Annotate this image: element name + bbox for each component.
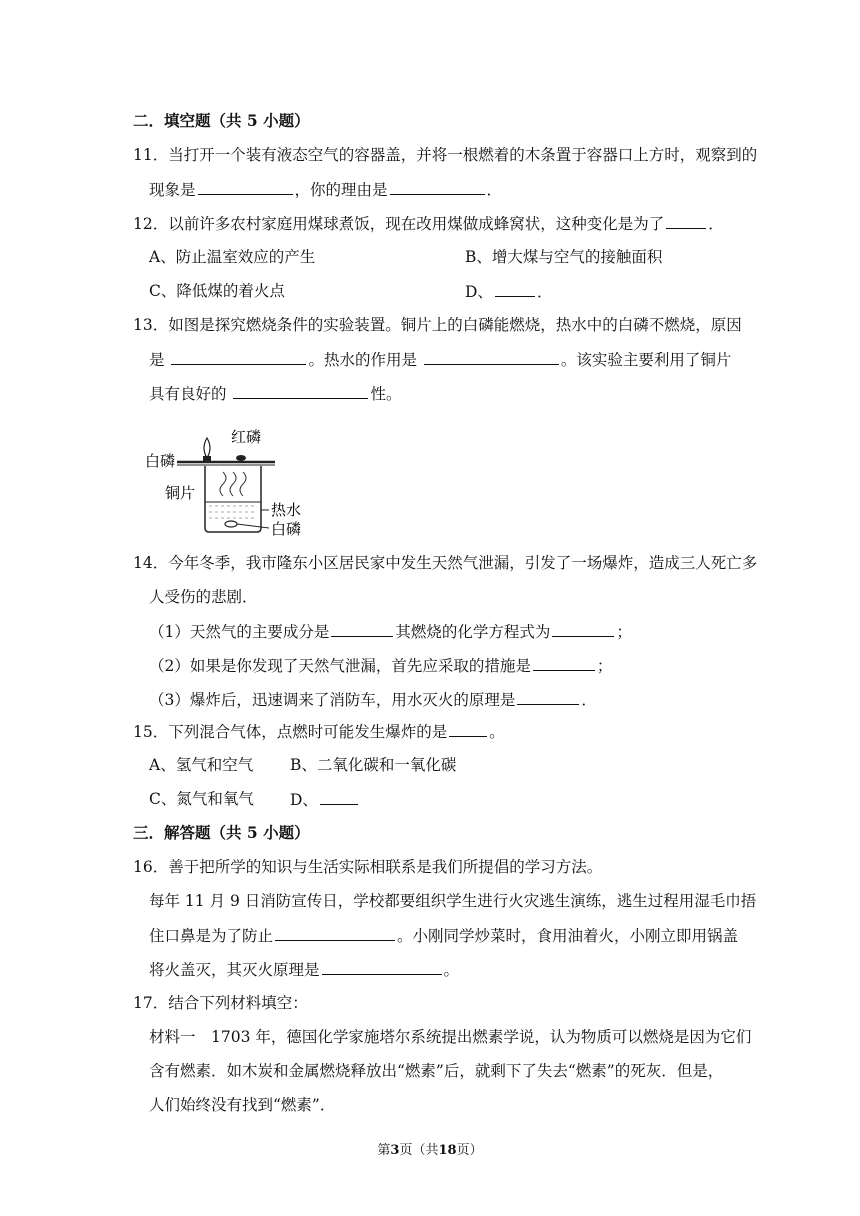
- q16-blank-prevent: [275, 924, 395, 941]
- q11-line-2: [149, 178, 502, 201]
- q14-sub-1-text-a: （1）天然气的主要成分是: [149, 623, 330, 641]
- q14-sub-2-text-a: （2）如果是你发现了天然气泄漏，首先应采取的措施是: [149, 657, 531, 675]
- q15-option-d: [290, 788, 360, 811]
- q12-stem-text: 12．以前许多农村家庭用煤球煮饭，现在改用煤做成蜂窝状，这种变化是为了: [133, 215, 665, 233]
- q12-option-a: A、防止温室效应的产生: [149, 248, 316, 266]
- q14-blank-measure: [533, 654, 595, 671]
- label-white-phosphorus-top: 白磷: [145, 452, 176, 470]
- q11-text-a: 现象是: [149, 181, 196, 199]
- q17-line-2: 材料一 1703 年，德国化学家施塔尔系统提出燃素学说，认为物质可以燃烧是因为它们: [149, 1028, 752, 1046]
- page-footer: [0, 1139, 860, 1158]
- label-white-phosphorus-bottom: 白磷: [271, 520, 302, 538]
- q14-sub-1: [149, 620, 632, 643]
- q14-blank-principle: [517, 688, 579, 705]
- q15-stem: [133, 720, 505, 743]
- white-phosphorus-on-plate: [203, 456, 211, 461]
- q16-text-b: 。小刚同学炒菜时，食用油着火，小刚立即用锅盖: [397, 927, 739, 945]
- q13-blank-water-role: [424, 348, 559, 365]
- q15-option-a: A、氢气和空气: [149, 756, 254, 774]
- q16-line-3: [149, 924, 738, 947]
- q12-option-c: C、降低煤的着火点: [149, 282, 285, 300]
- q12-stem-end: ．: [708, 215, 724, 233]
- q11-blank-phenomenon: [198, 178, 293, 195]
- q13-text-b: 。热水的作用是: [308, 351, 422, 369]
- q12-option-d-end: ．: [536, 283, 553, 301]
- q13-line-3: [149, 382, 401, 405]
- q15-option-b: B、二氧化碳和一氧化碳: [290, 756, 457, 774]
- footer-text-b: 页（共: [399, 1143, 439, 1158]
- red-phosphorus: [236, 455, 246, 461]
- q14-sub-3: [149, 688, 597, 711]
- section-2-title: 二．填空题（共 5 小题）: [133, 111, 310, 130]
- q14-line-2: 人受伤的悲剧．: [149, 588, 258, 606]
- white-phosphorus-pointer: [237, 524, 269, 528]
- footer-page-number: 3: [390, 1143, 400, 1158]
- q13-blank-property: [233, 382, 368, 399]
- q14-line-1: 14．今年冬季，我市隆东小区居民家中发生天然气泄漏，引发了一场爆炸，造成三人死亡多: [133, 554, 758, 572]
- q15-stem-text: 15．下列混合气体，点燃时可能发生爆炸的是: [133, 723, 448, 741]
- q14-sub-3-text-b: ．: [581, 691, 597, 709]
- q15-option-d-blank: [320, 788, 358, 805]
- q12-option-d: [465, 280, 552, 303]
- q16-line-4: [149, 958, 459, 981]
- q16-text-c: 将火盖灭，其灭火原理是: [149, 961, 320, 979]
- q13-text-d: 具有良好的: [149, 385, 232, 403]
- q14-sub-1-text-c: ；: [616, 623, 632, 641]
- q11-text-b: ，你的理由是: [294, 181, 388, 199]
- q14-sub-3-text-a: （3）爆炸后，迅速调来了消防车，用水灭火的原理是: [149, 691, 516, 709]
- q12-blank: [666, 212, 706, 229]
- q13-blank-reason: [171, 348, 306, 365]
- footer-total-pages: 18: [438, 1143, 457, 1158]
- combustion-experiment-figure: [145, 420, 302, 540]
- q11-blank-reason: [390, 178, 485, 195]
- q13-line-1: 13．如图是探究燃烧条件的实验装置。铜片上的白磷能燃烧，热水中的白磷不燃烧，原因: [133, 316, 742, 334]
- white-phosphorus-underwater: [225, 521, 237, 527]
- q16-text-a: 住口鼻是为了防止: [149, 927, 274, 945]
- q17-line-1: 17．结合下列材料填空：: [133, 994, 308, 1012]
- q13-text-c: 。该实验主要利用了铜片: [560, 351, 732, 369]
- q14-blank-main-component: [331, 620, 393, 637]
- steam: [230, 472, 236, 496]
- q12-option-d-blank: [495, 280, 535, 297]
- q17-line-4: 人们始终没有找到“燃素”．: [149, 1096, 336, 1114]
- q12-stem: [133, 212, 724, 235]
- q16-line-2: 每年 11 月 9 日消防宣传日，学校都要组织学生进行火灾逃生演练，逃生过程用湿毛巾捂: [149, 892, 757, 910]
- q11-line-1: 11．当打开一个装有液态空气的容器盖，并将一根燃着的木条置于容器口上方时，观察到的: [133, 146, 758, 164]
- q15-option-c: C、氮气和氧气: [149, 790, 254, 808]
- q13-text-e: 性。: [370, 385, 402, 403]
- q13-text-a: 是: [149, 351, 170, 369]
- q12-option-d-label: D、: [465, 283, 493, 301]
- q16-blank-principle: [322, 958, 442, 975]
- label-copper-plate: 铜片: [165, 484, 196, 502]
- steam: [220, 472, 226, 496]
- footer-text-c: 页）: [456, 1143, 483, 1158]
- q14-blank-equation: [552, 620, 614, 637]
- q16-text-d: 。: [443, 961, 460, 979]
- q16-line-1: 16．善于把所学的知识与生活实际相联系是我们所提倡的学习方法。: [133, 858, 603, 876]
- q15-stem-end: 。: [489, 723, 505, 741]
- steam: [240, 472, 246, 496]
- q15-option-d-label: D、: [290, 791, 318, 809]
- label-hot-water: 热水: [271, 501, 302, 519]
- q13-line-2: [149, 348, 731, 371]
- q12-option-b: B、增大煤与空气的接触面积: [465, 248, 663, 266]
- flame-icon: [204, 438, 210, 458]
- label-red-phosphorus: 红磷: [231, 428, 262, 446]
- q11-text-c: ．: [486, 181, 503, 199]
- q14-sub-2: [149, 654, 612, 677]
- q17-line-3: 含有燃素．如木炭和金属燃烧释放出“燃素”后，就剩下了失去“燃素”的死灰．但是，: [149, 1062, 724, 1080]
- footer-text-a: 第: [377, 1143, 391, 1158]
- q15-blank: [449, 720, 487, 737]
- section-3-title: 三．解答题（共 5 小题）: [133, 823, 310, 842]
- q14-sub-1-text-b: 其燃烧的化学方程式为: [395, 623, 551, 641]
- q14-sub-2-text-b: ；: [596, 657, 613, 675]
